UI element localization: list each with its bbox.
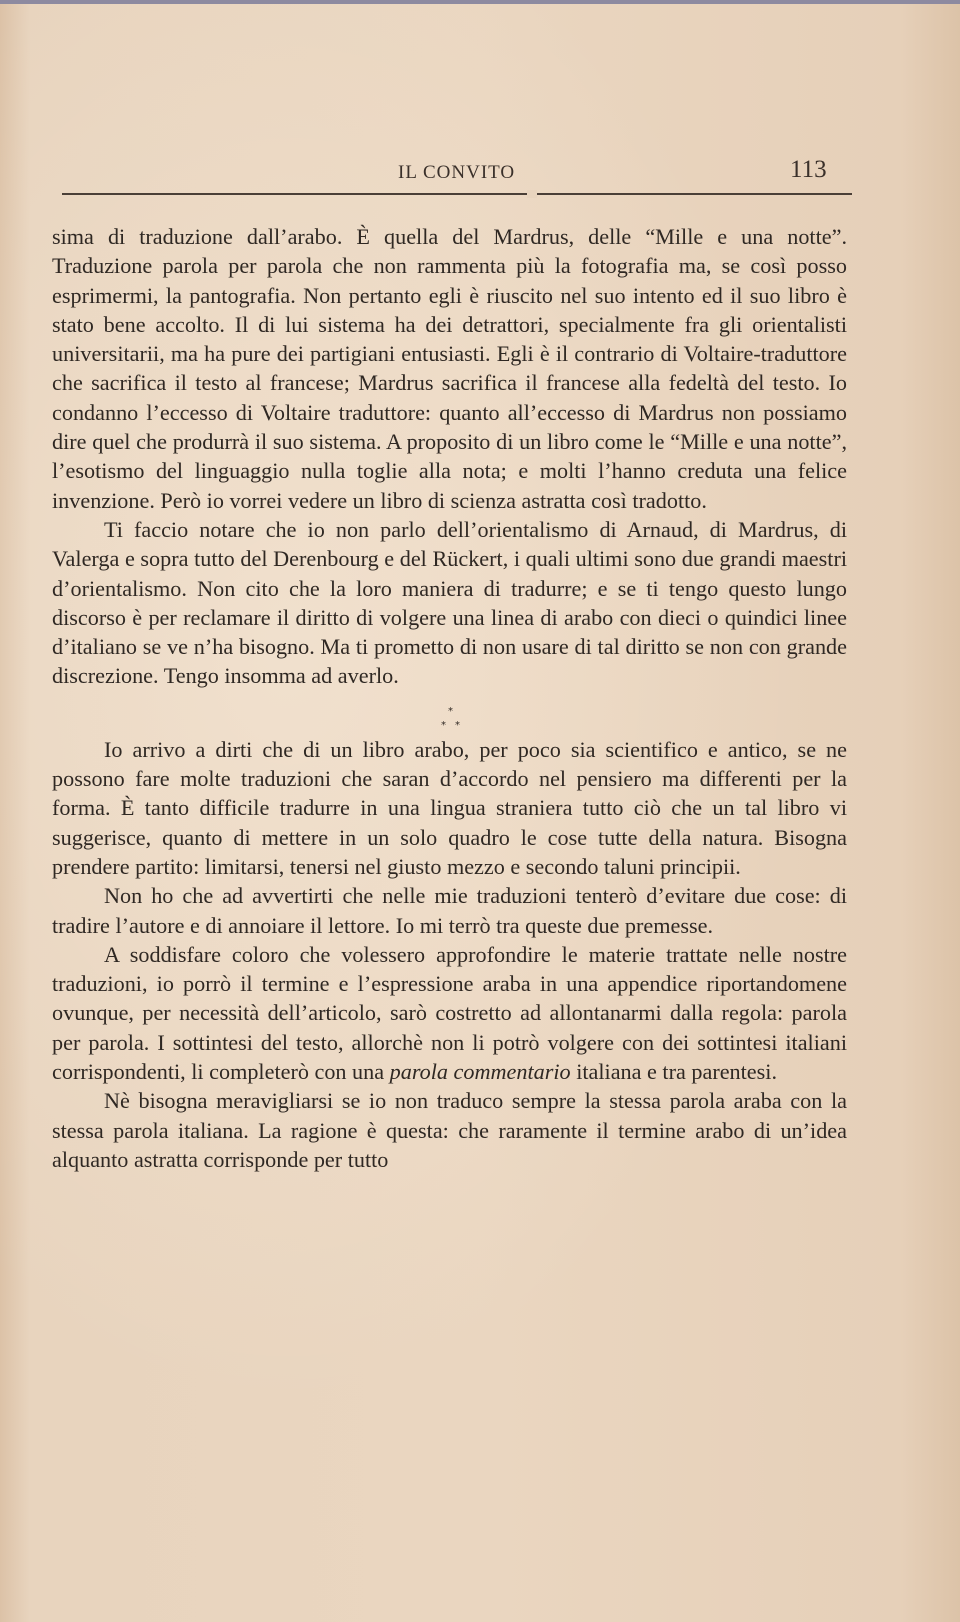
asterism (52, 691, 847, 735)
paragraph-5-italic-phrase: parola commentario (389, 1059, 571, 1085)
asterism-star: * (455, 719, 460, 731)
asterism-star: * (448, 705, 453, 717)
paragraph-3: Io arrivo a dirti che di un libro arabo, per poco sia scientifico e antico, se ne possono fare molte traduzioni che saran d’accordo nel pensiero ma differenti per la forma. È tanto difficile tradurre in una lingua straniera tutto ciò che un tal libro vi suggerisce, quanto di mettere in un solo quadro le cose tutte della natura. Bisogna prendere partito: limitarsi, tenersi nel giusto mezzo e secondo taluni principii. (52, 736, 847, 879)
paragraph-4: Non ho che ad avvertirti che nelle mie traduzioni tenterò d’evitare due cose: di tradire l’autore e di annoiare il lettore. Io mi terrò tra queste due premesse. (52, 883, 847, 938)
header-rule-gap (527, 190, 537, 198)
page-number: 113 (790, 156, 827, 183)
paragraph-6: Nè bisogna meravigliarsi se io non traduco sempre la stessa parola araba con la stessa parola italiana. La ragione è questa: che raramente il termine arabo di un’idea alquanto astratta corrisponde per tutto (52, 1088, 847, 1172)
page-top-edge (0, 0, 960, 4)
body-text (52, 222, 847, 1174)
running-head (55, 150, 855, 190)
paragraph-2: Ti faccio notare che io non parlo dell’orientalismo di Arnaud, di Mardrus, di Valerga e sopra tutto del Derenbourg e del Rückert, i quali ultimi sono due grandi maestri d’orientalismo. Non cito che la loro maniera di tradurre; e se ti tengo questo lungo discorso è per reclamare il diritto di volgere una linea di arabo con dieci o quindici linee d’italiano se ve n’ha bisogno. Ma ti prometto di non usare di tal diritto se non con grande discrezione. Tengo insomma ad averlo. (52, 516, 847, 689)
paragraph-5-text-after: italiana e tra parentesi. (570, 1059, 778, 1085)
paragraph-5 (52, 940, 847, 1086)
paragraph-5-text-before: A soddisfare coloro che volessero approfondire le materie trattate nelle nostre traduzioni, io porrò il termine e l’espressione araba in una appendice riportandomene ovunque, per necessità dell’articolo, sarò costretto ad allontanarmi dalla regola: parola per parola. I sottintesi del testo, allorchè non li potrò volgere con dei sottintesi italiani corrispondenti, li completerò con una (52, 941, 847, 1085)
header-rule (62, 193, 852, 195)
paragraph-1: sima di traduzione dall’arabo. È quella del Mardrus, delle “Mille e una notte”. Traduzione parola per parola che non rammenta più la fotografia ma, se così posso esprimermi, la pantografia. Non pertanto egli è riuscito nel suo intento ed il suo libro è stato bene accolto. Il di lui sistema ha dei detrattori, specialmente fra gli orientalisti universitarii, ma ha pure dei partigiani entusiasti. Egli è il contrario di Voltaire-traduttore che sacrifica il testo al francese; Mardrus sacrifica il francese alla fedeltà del testo. Io condanno l’eccesso di Voltaire traduttore: quanto all’eccesso di Mardrus non possiamo dire quel che produrrà il suo sistema. A proposito di un libro come le “Mille e una notte”, l’esotismo del linguaggio nulla toglie alla nota; e molti l’hanno creduta una felice invenzione. Però io vorrei vedere un libro di scienza astratta così tradotto. (52, 224, 847, 513)
asterism-star: * (441, 719, 446, 731)
running-title: IL CONVITO (398, 162, 516, 183)
